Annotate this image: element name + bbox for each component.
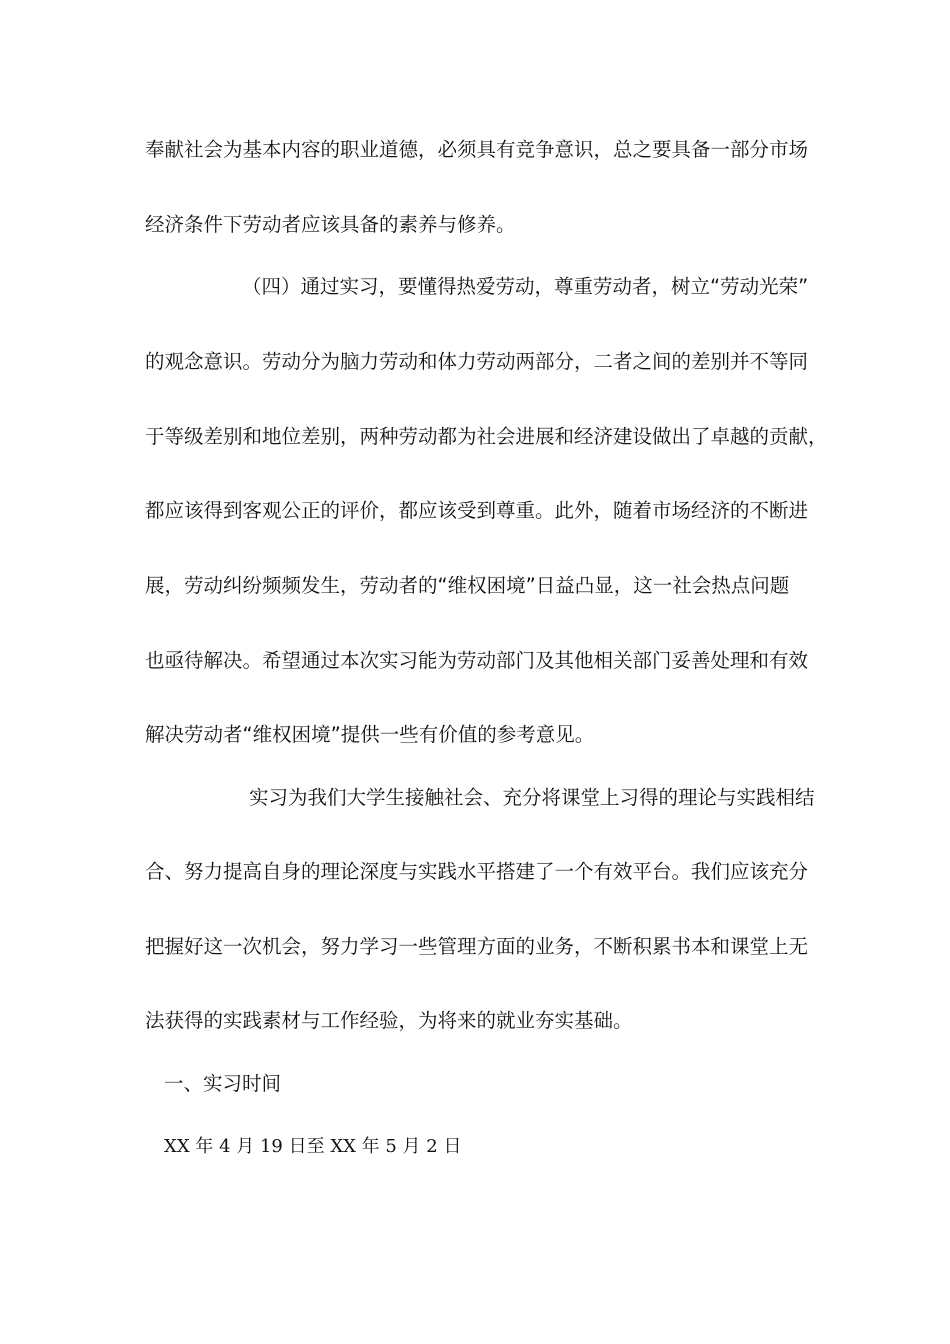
paragraph-line: 合、努力提高自身的理论深度与实践水平搭建了一个有效平台。我们应该充分 xyxy=(145,860,809,883)
paragraph-line: 奉献社会为基本内容的职业道德，必须具有竞争意识，总之要具备一部分市场 xyxy=(145,138,809,161)
paragraph-line: 都应该得到客观公正的评价，都应该受到尊重。此外，随着市场经济的不断进 xyxy=(145,499,809,522)
paragraph-line: 实习为我们大学生接触社会、充分将课堂上习得的理论与实践相结 xyxy=(249,786,815,809)
paragraph-line: 把握好这一次机会，努力学习一些管理方面的业务，不断积累书本和课堂上无 xyxy=(145,935,809,958)
paragraph-line: 也亟待解决。希望通过本次实习能为劳动部门及其他相关部门妥善处理和有效 xyxy=(145,649,809,672)
paragraph-line: 于等级差别和地位差别，两种劳动都为社会进展和经济建设做出了卓越的贡献， xyxy=(145,425,828,448)
date-range: XX 年 4 月 19 日至 XX 年 5 月 2 日 xyxy=(164,1136,462,1157)
paragraph-line: 解决劳动者“维权困境”提供一些有价值的参考意见。 xyxy=(145,723,595,746)
paragraph-line: 展，劳动纠纷频频发生，劳动者的“维权困境”日益凸显，这一社会热点问题 xyxy=(145,574,790,597)
section-heading: 一、实习时间 xyxy=(164,1072,282,1095)
paragraph-line: 经济条件下劳动者应该具备的素养与修养。 xyxy=(145,213,516,236)
paragraph-line: 的观念意识。劳动分为脑力劳动和体力劳动两部分，二者之间的差别并不等同 xyxy=(145,350,809,373)
paragraph-line: （四）通过实习，要懂得热爱劳动，尊重劳动者，树立“劳动光荣” xyxy=(242,275,809,298)
paragraph-line: 法获得的实践素材与工作经验，为将来的就业夯实基础。 xyxy=(145,1009,633,1032)
